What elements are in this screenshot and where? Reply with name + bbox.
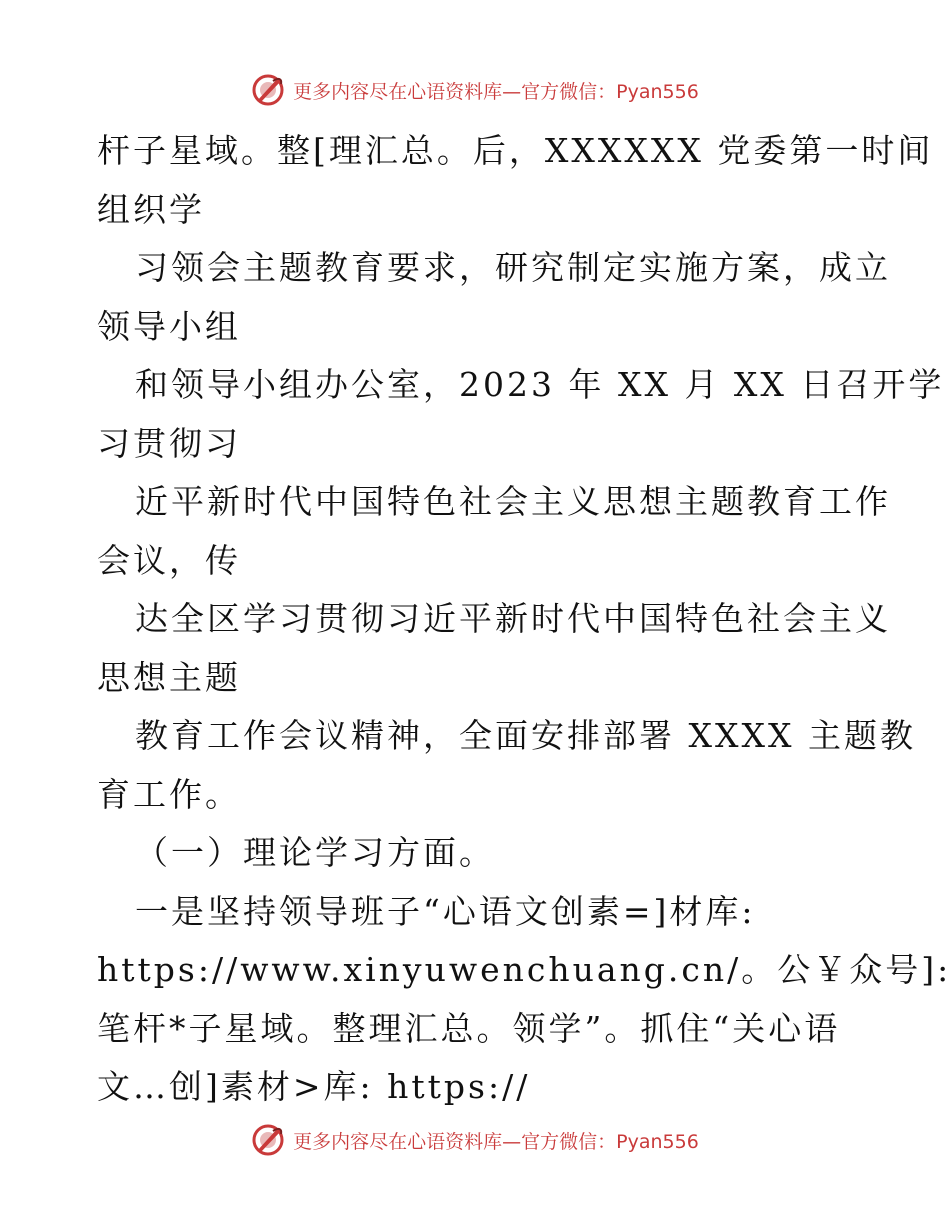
document-line: 达全区学习贯彻习近平新时代中国特色社会主义 [135,599,891,638]
document-line: 组织学 [97,189,205,229]
document-line: 一是坚持领导班子“心语文创素=]材库: [135,891,756,931]
quill-seal-logo-icon [251,1123,285,1157]
document-line: 习贯彻习 [97,423,241,463]
document-line: https://www.xinyuwenchuang.cn/。公￥众号]: [97,950,951,989]
watermark-text: 更多内容尽在心语资料库—官方微信：Pyan556 [293,80,699,103]
document-line: 会议，传 [97,540,241,580]
document-line: 思想主题 [97,657,241,697]
watermark-header [0,70,950,110]
document-line: 习领会主题教育要求，研究制定实施方案，成立 [135,248,891,287]
document-line: 领导小组 [97,306,241,346]
quill-seal-logo-icon [251,73,285,107]
document-line: 教育工作会议精神，全面安排部署 XXXX 主题教 [135,716,916,755]
document-line: 文…创]素材>库: https:// [97,1067,531,1106]
document-line: （一）理论学习方面。 [135,833,495,872]
document-line: 和领导小组办公室，2023 年 XX 月 XX 日召开学 [135,365,945,404]
watermark-text: 更多内容尽在心语资料库—官方微信：Pyan556 [293,1130,699,1153]
document-line: 杆子星域。整[理汇总。后，XXXXXX 党委第一时间 [97,131,934,170]
watermark-footer [0,1120,950,1160]
document-line: 近平新时代中国特色社会主义思想主题教育工作 [135,482,891,521]
document-line: 笔杆*子星域。整理汇总。领学”。抓住“关心语 [97,1008,841,1048]
document-body [97,122,951,1117]
document-line: 育工作。 [97,774,241,814]
